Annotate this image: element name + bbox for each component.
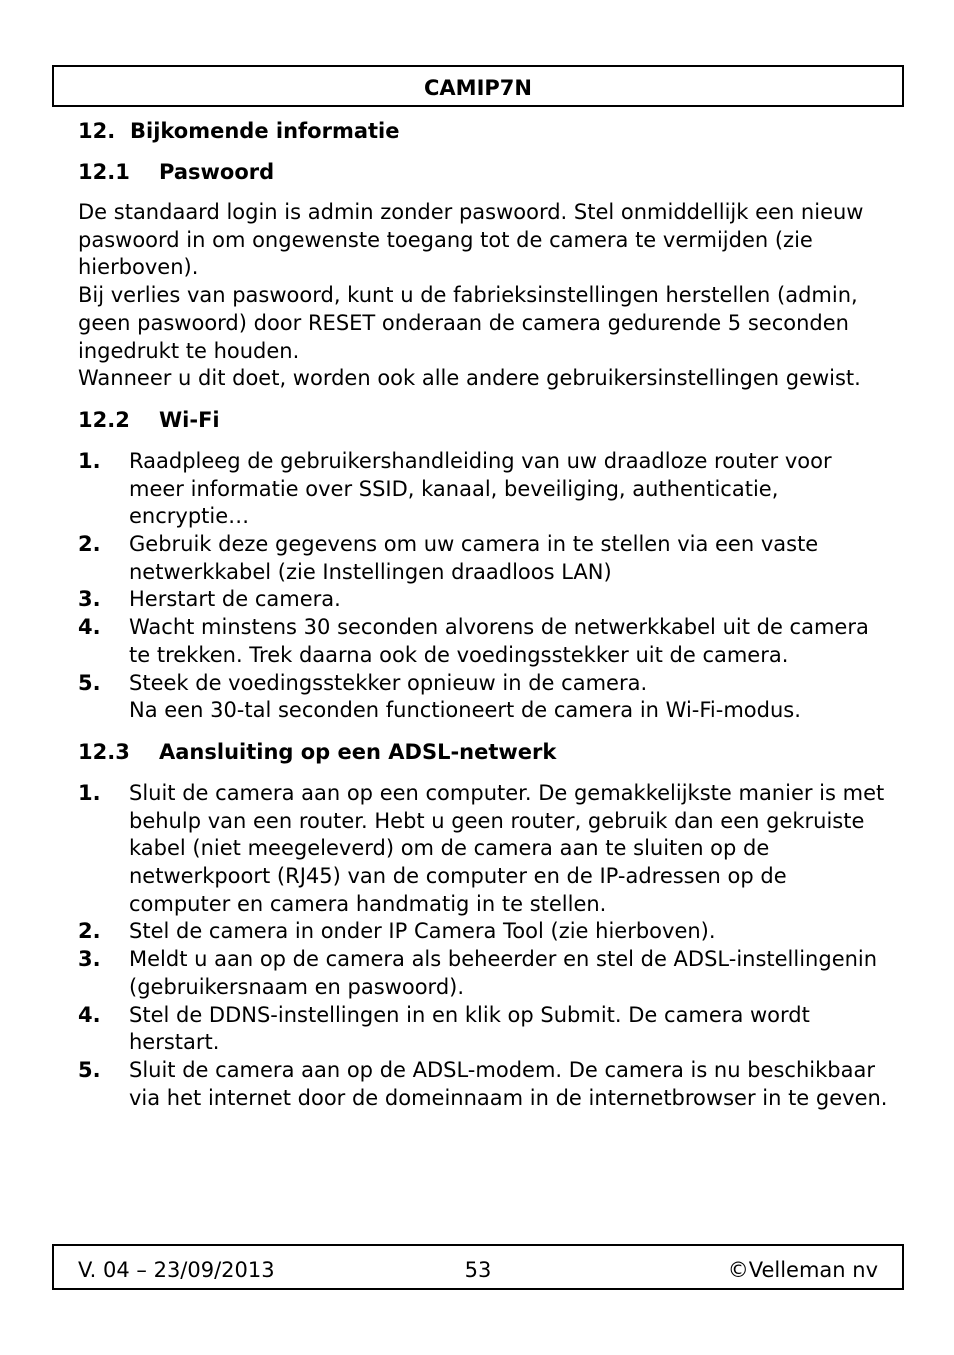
step-number: 3. <box>78 947 101 972</box>
subsection-title: Aansluiting op een ADSL-netwerk <box>159 739 557 764</box>
step-number: 5. <box>78 670 101 695</box>
subsection-number: 12.2 <box>78 407 130 432</box>
list-item <box>78 586 888 614</box>
step-number: 5. <box>78 1057 101 1082</box>
list-item <box>78 448 888 531</box>
subsection-number: 12.1 <box>78 160 130 184</box>
list-item <box>78 946 888 1001</box>
list-item <box>78 670 888 725</box>
subsection-number: 12.3 <box>78 739 130 764</box>
subsection-heading-adsl <box>78 738 888 766</box>
step-number: 2. <box>78 919 101 944</box>
document-title: CAMIP7N <box>424 76 532 100</box>
paragraph: Wanneer u dit doet, worden ook alle andere gebruikersinstellingen gewist. <box>78 366 861 391</box>
step-number: 1. <box>78 448 101 473</box>
paragraph: Bij verlies van paswoord, kunt u de fabrieksinstellingen herstellen (admin, geen paswoord) door RESET onderaan de camera gedurende 5 seconden ingedrukt te houden. <box>78 283 858 363</box>
adsl-steps-list <box>78 780 888 1112</box>
list-item <box>78 531 888 586</box>
step-number: 2. <box>78 532 101 557</box>
paswoord-text <box>78 199 888 393</box>
section-heading <box>78 117 888 145</box>
list-item <box>78 918 888 946</box>
subsection-title: Wi-Fi <box>159 407 220 432</box>
page-number: 53 <box>464 1258 492 1282</box>
step-number: 4. <box>78 615 101 640</box>
step-text: Stel de camera in onder IP Camera Tool (zie hierboven). <box>129 919 716 944</box>
list-item <box>78 1057 888 1112</box>
version-label: V. 04 – 23/09/2013 <box>78 1258 275 1282</box>
step-number: 1. <box>78 780 101 805</box>
section-number: 12. <box>78 119 116 143</box>
list-item <box>78 780 888 919</box>
step-number: 4. <box>78 1002 101 1027</box>
step-text-block <box>129 670 888 725</box>
step-text: Stel de DDNS-instellingen in en klik op Submit. De camera wordt herstart. <box>129 1002 810 1055</box>
list-item <box>78 1002 888 1057</box>
step-text: Sluit de camera aan op een computer. De gemakkelijkste manier is met behulp van een router. Hebt u geen router, gebruik dan een gekruiste kabel (niet meegeleverd) om de camera aan te sluiten op de netwerkpoort (RJ45) van de computer en de IP-adressen op de computer en camera handmatig in te stellen. <box>129 780 885 916</box>
step-number: 3. <box>78 587 101 612</box>
step-text: Sluit de camera aan op de ADSL-modem. De camera is nu beschikbaar via het internet door de domeinnaam in de internetbrowser in te geven. <box>129 1057 888 1110</box>
page-footer <box>52 1244 904 1290</box>
section-title: Bijkomende informatie <box>130 119 400 143</box>
step-text: Herstart de camera. <box>129 587 341 612</box>
step-text: Meldt u aan op de camera als beheerder en stel de ADSL-instellingenin (gebruikersnaam en paswoord). <box>129 947 878 999</box>
list-item <box>78 614 888 669</box>
page-content <box>78 115 888 1112</box>
step-extra-text: Na een 30-tal seconden functioneert de camera in Wi-Fi-modus. <box>129 698 801 723</box>
subsection-title: Paswoord <box>159 160 275 184</box>
subsection-heading-paswoord <box>78 158 888 186</box>
step-text: Gebruik deze gegevens om uw camera in te stellen via een vaste netwerkkabel (zie Instellingen draadloos LAN) <box>129 532 819 584</box>
subsection-heading-wifi <box>78 406 888 434</box>
paragraph: De standaard login is admin zonder paswoord. Stel onmiddellijk een nieuw paswoord in om ongewenste toegang tot de camera te vermijden (zie hierboven). <box>78 200 864 280</box>
step-text: Steek de voedingsstekker opnieuw in de camera. <box>129 670 648 695</box>
copyright-label: ©Velleman nv <box>727 1258 878 1282</box>
wifi-steps-list <box>78 448 888 725</box>
page-header <box>52 65 904 107</box>
step-text: Raadpleeg de gebruikershandleiding van uw draadloze router voor meer informatie over SSID, kanaal, beveiliging, authenticatie, encryptie… <box>129 448 832 529</box>
step-text: Wacht minstens 30 seconden alvorens de netwerkkabel uit de camera te trekken. Trek daarna ook de voedingsstekker uit de camera. <box>129 615 869 667</box>
